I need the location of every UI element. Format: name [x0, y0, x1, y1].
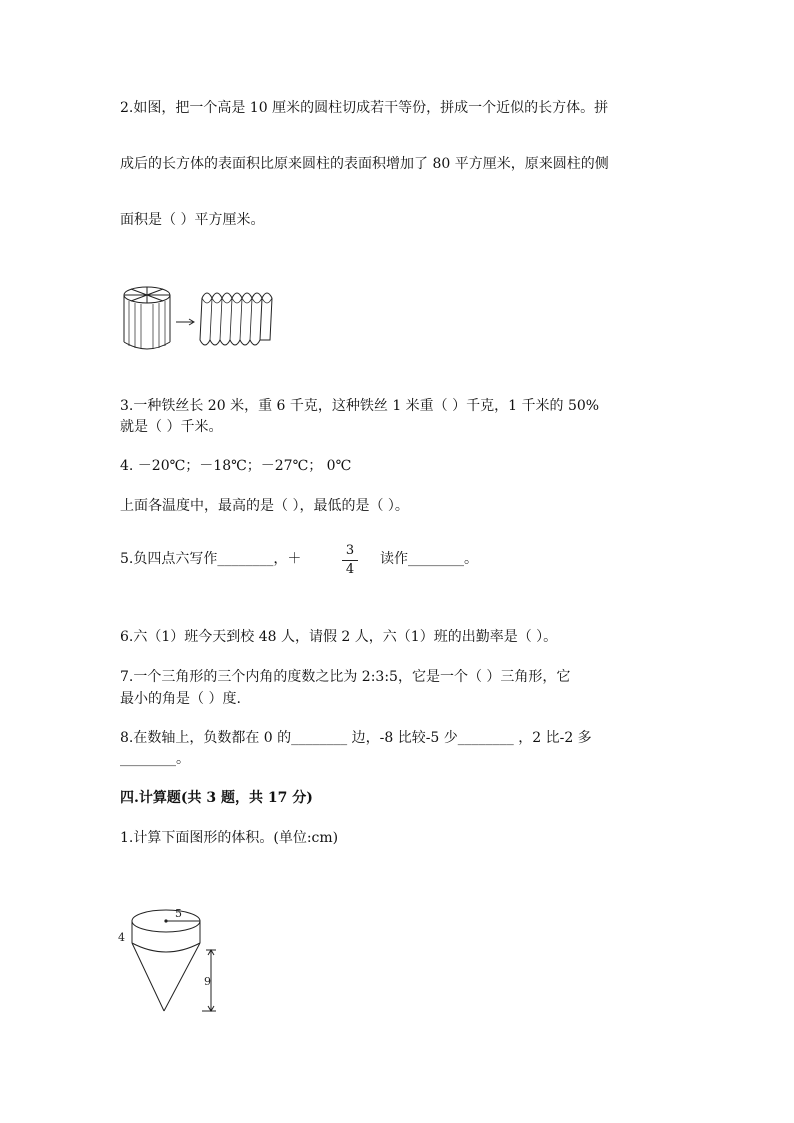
- cylinder-to-cuboid-figure: [118, 280, 278, 356]
- q2-line-2: 成后的长方体的表面积比原来圆柱的表面积增加了 80 平方厘米，原来圆柱的侧: [120, 156, 609, 172]
- cylinder-height-label: 4: [118, 931, 125, 944]
- q8-line-2: ________。: [120, 751, 190, 767]
- q5-numerator: 3: [345, 543, 355, 558]
- q2-line-3: 面积是（ ）平方厘米。: [120, 212, 265, 228]
- q7-line-1: 7.一个三角形的三个内角的度数之比为 2:3:5，它是一个（ ）三角形，它: [120, 669, 571, 685]
- q5-suffix: 读作________。: [380, 551, 478, 567]
- q4-line-2: 上面各温度中，最高的是（ ），最低的是（ ）。: [120, 498, 409, 514]
- q6-line-1: 6.六（1）班今天到校 48 人，请假 2 人，六（1）班的出勤率是（ ）。: [120, 629, 558, 645]
- q7-line-2: 最小的角是（ ）度.: [120, 691, 241, 707]
- q8-line-1: 8.在数轴上，负数都在 0 的________ 边，-8 比较-5 少________ ，2 比-2 多: [120, 730, 592, 746]
- q3-line-1: 3.一种铁丝长 20 米，重 6 千克，这种铁丝 1 米重（ ）千克，1 千米的 50%: [120, 398, 600, 414]
- q5-fraction: [340, 543, 360, 578]
- q4-line-1: 4. －20℃；－18℃；－27℃； 0℃: [120, 458, 352, 474]
- section-heading: 四.计算题(共 3 题，共 17 分): [120, 790, 313, 806]
- cylinder-cone-figure: [112, 895, 222, 1020]
- q3-line-2: 就是（ ）千米。: [120, 419, 223, 435]
- fraction-bar: [342, 560, 358, 561]
- q5-denominator: 4: [345, 562, 355, 577]
- cone-height-label: 9: [204, 975, 211, 988]
- radius-label: 5: [175, 907, 182, 920]
- q2-line-1: 2.如图，把一个高是 10 厘米的圆柱切成若干等份，拼成一个近似的长方体。拼: [120, 100, 609, 116]
- q5-prefix: 5.负四点六写作________，＋: [120, 551, 302, 567]
- calc1-line-1: 1.计算下面图形的体积。(单位:cm): [120, 830, 339, 846]
